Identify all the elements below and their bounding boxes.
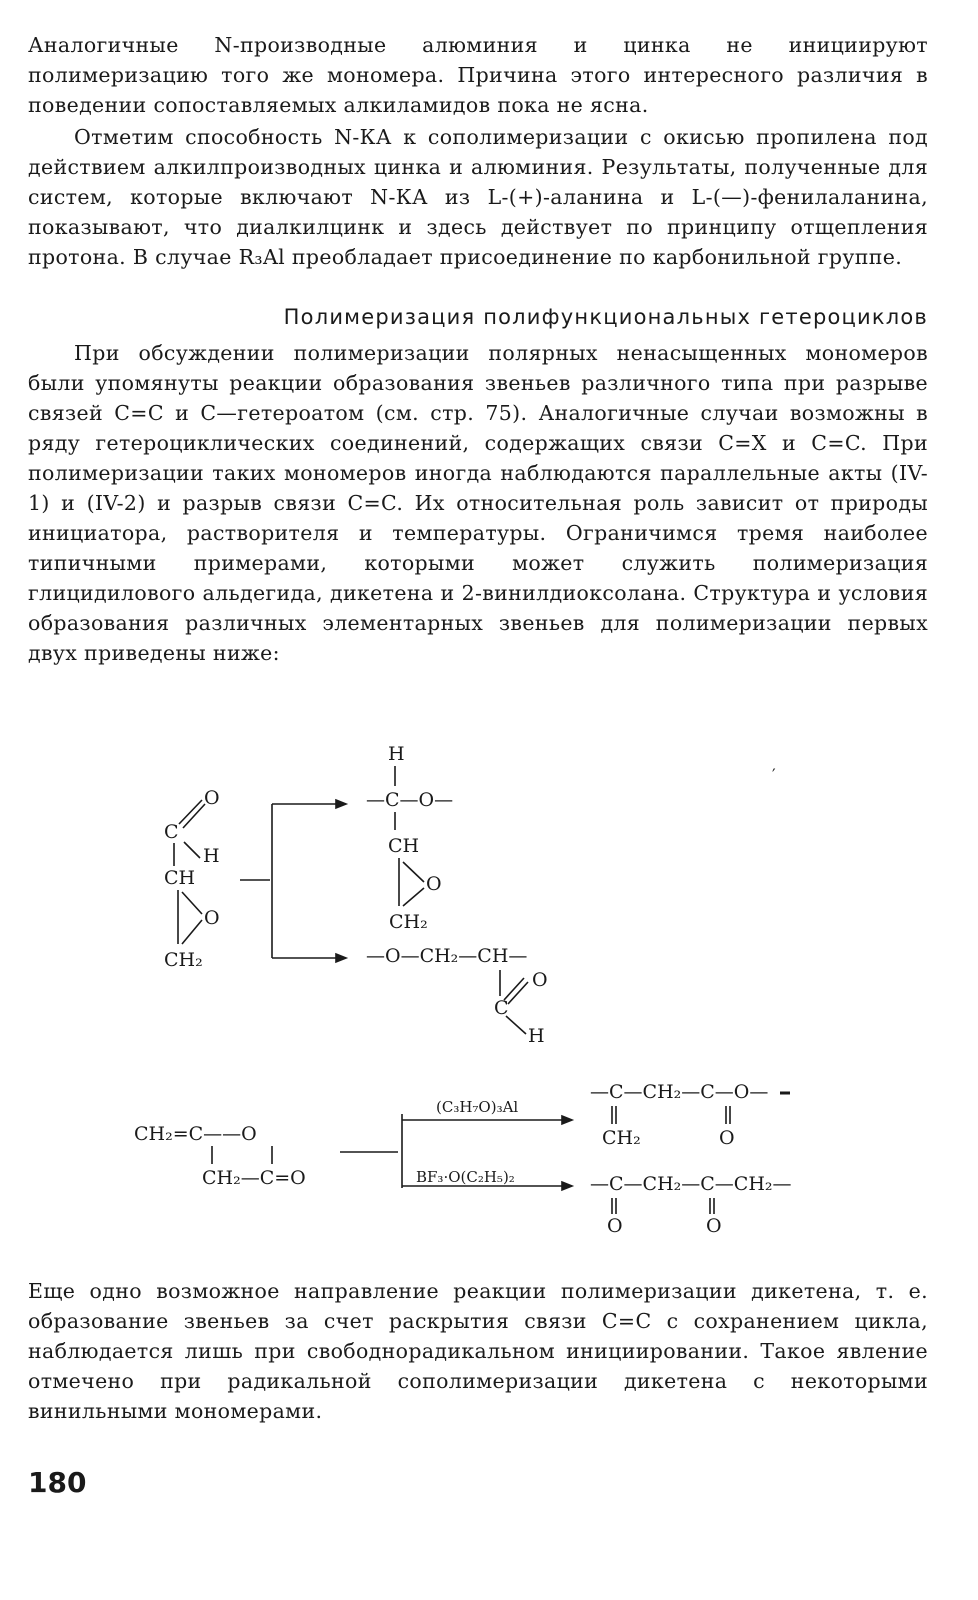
- group-ch2: CH₂: [164, 949, 203, 971]
- svg-text:CH₂: CH₂: [602, 1127, 641, 1149]
- svg-text:CH₂=C——O: CH₂=C——O: [134, 1123, 257, 1145]
- svg-text:CH: CH: [388, 835, 420, 857]
- branch-arrows-1: [240, 800, 346, 962]
- paragraph-3: При обсуждении полимеризации полярных ненасыщенных мономеров были упомянуты реакции образования звеньев различного типа при разрыве связей C=C и C—гетероатом (см. стр. 75). Аналогичные случаи возможны в ряду гетероциклических соединений, содержащих связи C=X и C=C. При полимеризации таких мономеров иногда наблюдаются параллельные акты (IV-1) и (IV-2) и разрыв связи C=C. Их относительная роль зависит от природы инициатора, растворителя и температуры. Ограничимся тремя наиболее типичными примерами, которыми может служить полимеризация глицидилового альдегида, дикетена и 2-винилдиоксолана. Структура и условия образования различных элементарных звеньев для полимеризации первых двух приведены ниже:: [28, 341, 928, 665]
- stray-mark: ′: [772, 765, 776, 784]
- group-ch: CH: [164, 867, 196, 889]
- svg-text:O: O: [532, 969, 548, 991]
- svg-text:O: O: [706, 1215, 722, 1237]
- svg-text:CH₂—C=O: CH₂—C=O: [202, 1167, 306, 1189]
- page-number: 180: [28, 1466, 87, 1499]
- atom-h: H: [203, 845, 220, 867]
- product-carbonyl-opening: [366, 743, 453, 933]
- atom-c-carbonyl: C: [164, 821, 179, 843]
- svg-text:H: H: [528, 1025, 545, 1047]
- svg-text:—O—CH₂—CH—: —O—CH₂—CH—: [366, 945, 528, 967]
- product-vinyl-ester: [590, 1081, 790, 1149]
- product-ring-opening: [366, 945, 548, 1047]
- catalyst-bf3-etherate: BF₃·O(C₂H₅)₂: [416, 1168, 515, 1186]
- product-polyketone: [590, 1173, 792, 1237]
- diketene-reactant: [134, 1123, 306, 1189]
- paragraph-1: Аналогичные N-производные алюминия и цинка не инициируют полимеризацию того же мономера. Причина этого интересного различия в поведении сопоставляемых алкиламидов пока не ясна.: [28, 33, 928, 117]
- glycidaldehyde-reactant: [164, 787, 220, 971]
- bond-ring-o: [182, 892, 202, 944]
- svg-text:H: H: [388, 743, 405, 765]
- svg-text:C: C: [494, 997, 509, 1019]
- paragraph-4: Еще одно возможное направление реакции полимеризации дикетена, т. е. образование звеньев за счет раскрытия связи C=C с сохранением цикла, наблюдается лишь при свободнорадикальном инициировании. Такое явление отмечено при радикальной сополимеризации дикетена с некоторыми винильными мономерами.: [28, 1279, 928, 1423]
- atom-o-ring: O: [204, 907, 220, 929]
- svg-text:—C—CH₂—C—O—: —C—CH₂—C—O—: [590, 1081, 769, 1103]
- catalyst-aluminium-isopropoxide: (C₃H₇O)₃Al: [436, 1098, 519, 1116]
- svg-text:CH₂: CH₂: [389, 911, 428, 933]
- page-body-lower: [28, 1276, 928, 1426]
- svg-text:O: O: [719, 1127, 735, 1149]
- page-body: [28, 30, 928, 668]
- bond-c-h: [184, 842, 200, 858]
- svg-text:O: O: [607, 1215, 623, 1237]
- svg-text:—C—O—: —C—O—: [366, 789, 454, 811]
- svg-text:O: O: [426, 873, 442, 895]
- branch-arrows-2: [340, 1114, 572, 1190]
- bond-c-o-double: [179, 800, 205, 828]
- svg-text:—C—CH₂—C—CH₂—: —C—CH₂—C—CH₂—: [590, 1173, 792, 1195]
- section-heading: Полимеризация полифункциональных гетероциклов: [283, 305, 928, 329]
- paragraph-2: Отметим способность N-КА к сополимеризации с окисью пропилена под действием алкилпроизводных цинка и алюминия. Результаты, полученные для систем, которые включают N-КА из L-(+)-аланина и L-(—)-фенилаланина, показывают, что диалкилцинк и здесь действует по принципу отщепления протона. В случае R₃Al преобладает присоединение по карбонильной группе.: [28, 125, 928, 269]
- atom-o-carbonyl: O: [204, 787, 220, 809]
